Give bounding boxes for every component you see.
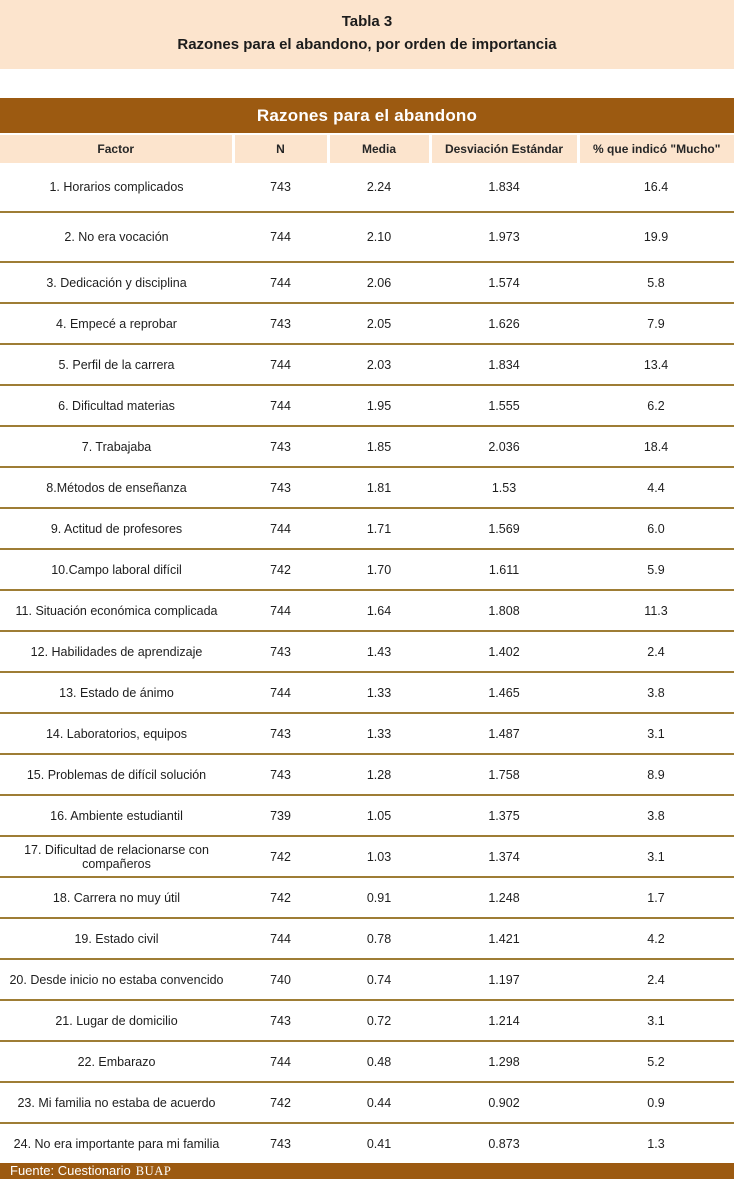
cell-de: 0.902 <box>430 1082 578 1123</box>
cell-n: 744 <box>233 508 328 549</box>
table-title: Razones para el abandono <box>256 106 478 125</box>
table-row <box>0 426 734 467</box>
cell-mucho: 19.9 <box>578 212 734 262</box>
table-row <box>0 1000 734 1041</box>
cell-n: 740 <box>233 959 328 1000</box>
cell-media: 0.44 <box>328 1082 430 1123</box>
cell-n: 744 <box>233 212 328 262</box>
cell-factor: 12. Habilidades de aprendizaje <box>0 631 233 672</box>
cell-mucho: 2.4 <box>578 631 734 672</box>
source-buap: BUAP <box>135 1164 172 1178</box>
cell-mucho: 5.2 <box>578 1041 734 1082</box>
cell-n: 743 <box>233 426 328 467</box>
cell-mucho: 18.4 <box>578 426 734 467</box>
cell-n: 742 <box>233 877 328 918</box>
cell-de: 1.555 <box>430 385 578 426</box>
cell-de: 1.574 <box>430 262 578 303</box>
cell-media: 2.24 <box>328 163 430 212</box>
cell-factor: 5. Perfil de la carrera <box>0 344 233 385</box>
data-table <box>0 135 734 1163</box>
table-row <box>0 795 734 836</box>
column-header-desviacion: Desviación Estándar <box>430 135 578 163</box>
cell-media: 2.05 <box>328 303 430 344</box>
cell-n: 743 <box>233 163 328 212</box>
cell-factor: 1. Horarios complicados <box>0 163 233 212</box>
cell-factor: 23. Mi familia no estaba de acuerdo <box>0 1082 233 1123</box>
table-row <box>0 959 734 1000</box>
caption-table-number: Tabla 3 <box>341 13 393 30</box>
cell-n: 744 <box>233 672 328 713</box>
source-text <box>10 1163 171 1179</box>
cell-mucho: 3.1 <box>578 836 734 877</box>
table-row <box>0 163 734 212</box>
table-title-bar <box>0 98 734 133</box>
table-row <box>0 1041 734 1082</box>
cell-media: 0.41 <box>328 1123 430 1163</box>
cell-mucho: 1.7 <box>578 877 734 918</box>
table-row <box>0 262 734 303</box>
cell-de: 1.973 <box>430 212 578 262</box>
cell-factor: 8.Métodos de enseñanza <box>0 467 233 508</box>
table-row <box>0 590 734 631</box>
cell-n: 743 <box>233 303 328 344</box>
cell-factor: 17. Dificultad de relacionarse con compañeros <box>0 836 233 877</box>
header-row <box>0 135 734 163</box>
table-row <box>0 467 734 508</box>
cell-n: 743 <box>233 1123 328 1163</box>
cell-mucho: 1.3 <box>578 1123 734 1163</box>
table-row <box>0 549 734 590</box>
cell-n: 739 <box>233 795 328 836</box>
column-header-media: Media <box>328 135 430 163</box>
cell-mucho: 5.9 <box>578 549 734 590</box>
cell-mucho: 4.4 <box>578 467 734 508</box>
cell-factor: 2. No era vocación <box>0 212 233 262</box>
cell-de: 1.53 <box>430 467 578 508</box>
cell-mucho: 2.4 <box>578 959 734 1000</box>
cell-media: 0.72 <box>328 1000 430 1041</box>
cell-de: 1.197 <box>430 959 578 1000</box>
column-header-mucho: % que indicó "Mucho" <box>578 135 734 163</box>
source-bar <box>0 1163 734 1179</box>
cell-n: 742 <box>233 836 328 877</box>
cell-de: 1.626 <box>430 303 578 344</box>
cell-media: 1.33 <box>328 713 430 754</box>
cell-media: 1.33 <box>328 672 430 713</box>
table-caption <box>0 0 734 69</box>
cell-mucho: 3.1 <box>578 713 734 754</box>
cell-de: 1.375 <box>430 795 578 836</box>
table-row <box>0 836 734 877</box>
table-row <box>0 631 734 672</box>
table-row <box>0 1123 734 1163</box>
cell-factor: 21. Lugar de domicilio <box>0 1000 233 1041</box>
cell-n: 742 <box>233 549 328 590</box>
cell-de: 1.214 <box>430 1000 578 1041</box>
cell-de: 1.487 <box>430 713 578 754</box>
cell-de: 1.758 <box>430 754 578 795</box>
cell-mucho: 4.2 <box>578 918 734 959</box>
cell-media: 1.85 <box>328 426 430 467</box>
table-row <box>0 918 734 959</box>
cell-mucho: 11.3 <box>578 590 734 631</box>
cell-de: 1.569 <box>430 508 578 549</box>
table-row <box>0 672 734 713</box>
cell-n: 744 <box>233 918 328 959</box>
cell-mucho: 3.8 <box>578 672 734 713</box>
cell-media: 2.06 <box>328 262 430 303</box>
cell-n: 744 <box>233 590 328 631</box>
cell-mucho: 6.2 <box>578 385 734 426</box>
cell-de: 2.036 <box>430 426 578 467</box>
cell-factor: 22. Embarazo <box>0 1041 233 1082</box>
cell-factor: 7. Trabajaba <box>0 426 233 467</box>
cell-n: 744 <box>233 1041 328 1082</box>
table-container <box>0 98 734 1163</box>
column-header-n: N <box>233 135 328 163</box>
source-prefix: Fuente: Cuestionario <box>10 1163 131 1178</box>
cell-factor: 16. Ambiente estudiantil <box>0 795 233 836</box>
cell-n: 744 <box>233 262 328 303</box>
cell-media: 1.43 <box>328 631 430 672</box>
column-header-factor: Factor <box>0 135 233 163</box>
cell-mucho: 16.4 <box>578 163 734 212</box>
cell-n: 743 <box>233 631 328 672</box>
cell-de: 1.834 <box>430 344 578 385</box>
cell-mucho: 5.8 <box>578 262 734 303</box>
table-header <box>0 135 734 163</box>
cell-media: 1.28 <box>328 754 430 795</box>
cell-media: 1.05 <box>328 795 430 836</box>
cell-factor: 15. Problemas de difícil solución <box>0 754 233 795</box>
cell-de: 1.421 <box>430 918 578 959</box>
cell-factor: 18. Carrera no muy útil <box>0 877 233 918</box>
cell-n: 743 <box>233 1000 328 1041</box>
cell-de: 1.808 <box>430 590 578 631</box>
table-row <box>0 212 734 262</box>
cell-factor: 9. Actitud de profesores <box>0 508 233 549</box>
cell-n: 744 <box>233 344 328 385</box>
cell-media: 1.71 <box>328 508 430 549</box>
cell-factor: 14. Laboratorios, equipos <box>0 713 233 754</box>
table-row <box>0 385 734 426</box>
cell-media: 1.03 <box>328 836 430 877</box>
cell-factor: 6. Dificultad materias <box>0 385 233 426</box>
cell-media: 0.74 <box>328 959 430 1000</box>
cell-mucho: 3.1 <box>578 1000 734 1041</box>
cell-de: 1.611 <box>430 549 578 590</box>
cell-factor: 3. Dedicación y disciplina <box>0 262 233 303</box>
caption-table-title: Razones para el abandono, por orden de importancia <box>177 35 557 53</box>
cell-mucho: 8.9 <box>578 754 734 795</box>
cell-factor: 13. Estado de ánimo <box>0 672 233 713</box>
table-row <box>0 1082 734 1123</box>
cell-media: 1.81 <box>328 467 430 508</box>
table-row <box>0 877 734 918</box>
cell-media: 1.70 <box>328 549 430 590</box>
cell-mucho: 7.9 <box>578 303 734 344</box>
cell-n: 742 <box>233 1082 328 1123</box>
table-row <box>0 754 734 795</box>
cell-media: 0.78 <box>328 918 430 959</box>
table-row <box>0 344 734 385</box>
cell-factor: 10.Campo laboral difícil <box>0 549 233 590</box>
cell-media: 2.03 <box>328 344 430 385</box>
cell-mucho: 3.8 <box>578 795 734 836</box>
cell-n: 743 <box>233 713 328 754</box>
cell-de: 0.873 <box>430 1123 578 1163</box>
cell-factor: 4. Empecé a reprobar <box>0 303 233 344</box>
table-row <box>0 508 734 549</box>
cell-factor: 11. Situación económica complicada <box>0 590 233 631</box>
cell-n: 744 <box>233 385 328 426</box>
cell-media: 2.10 <box>328 212 430 262</box>
cell-mucho: 6.0 <box>578 508 734 549</box>
cell-mucho: 13.4 <box>578 344 734 385</box>
table-row <box>0 713 734 754</box>
cell-mucho: 0.9 <box>578 1082 734 1123</box>
cell-media: 1.64 <box>328 590 430 631</box>
cell-factor: 24. No era importante para mi familia <box>0 1123 233 1163</box>
table-row <box>0 303 734 344</box>
cell-de: 1.465 <box>430 672 578 713</box>
cell-de: 1.402 <box>430 631 578 672</box>
table-body <box>0 163 734 1163</box>
cell-factor: 19. Estado civil <box>0 918 233 959</box>
cell-de: 1.298 <box>430 1041 578 1082</box>
cell-media: 1.95 <box>328 385 430 426</box>
cell-media: 0.48 <box>328 1041 430 1082</box>
cell-media: 0.91 <box>328 877 430 918</box>
cell-n: 743 <box>233 467 328 508</box>
cell-n: 743 <box>233 754 328 795</box>
cell-de: 1.374 <box>430 836 578 877</box>
cell-de: 1.834 <box>430 163 578 212</box>
cell-de: 1.248 <box>430 877 578 918</box>
cell-factor: 20. Desde inicio no estaba convencido <box>0 959 233 1000</box>
